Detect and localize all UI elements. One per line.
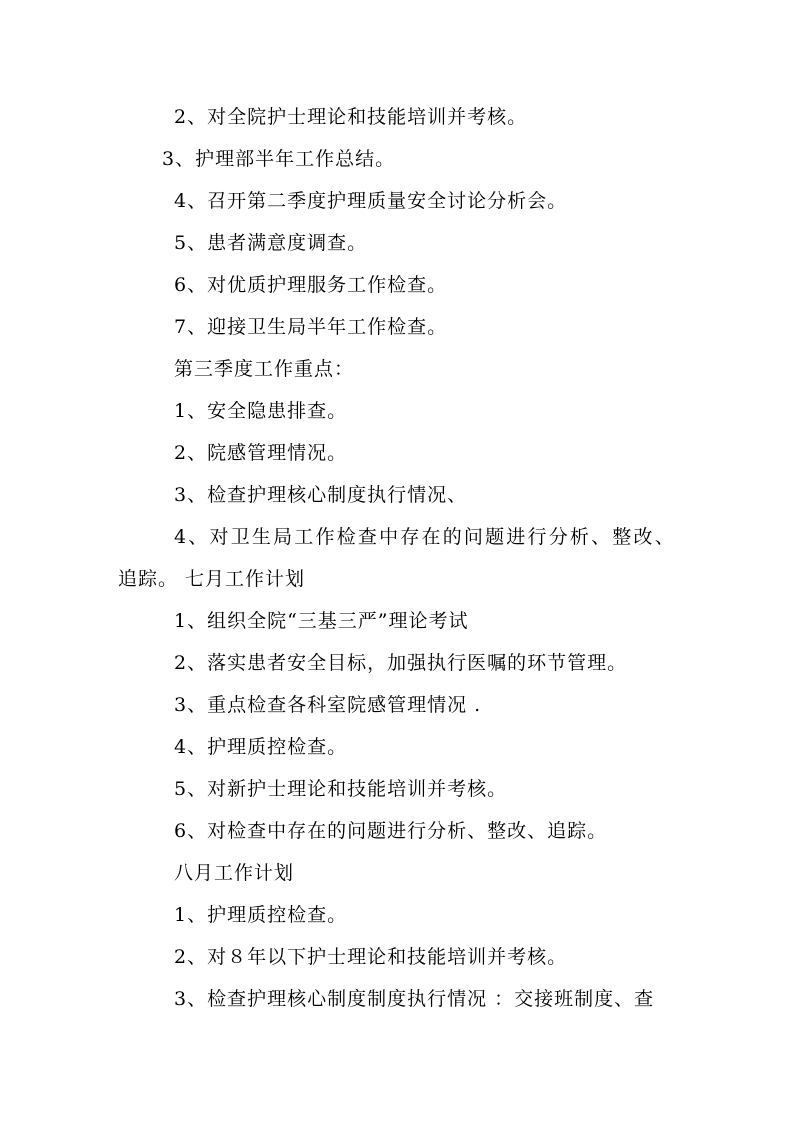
text-line: 7、迎接卫生局半年工作检查。 <box>174 316 448 338</box>
text-line: 2、对８年以下护士理论和技能培训并考核。 <box>174 946 568 968</box>
text-line: 4、护理质控检查。 <box>174 736 348 758</box>
text-line: 2、落实患者安全目标，加强执行医嘱的环节管理。 <box>174 652 628 674</box>
text-line: 3、检查护理核心制度制度执行情况 ：交接班制度、查 <box>174 988 655 1010</box>
text-line: 1、护理质控检查。 <box>174 904 348 926</box>
text-line: 3、重点检查各科室院感管理情况 . <box>174 694 482 716</box>
text-line: 6、对检查中存在的问题进行分析、整改、追踪。 <box>174 820 608 842</box>
section-heading: 第三季度工作重点： <box>174 358 355 380</box>
text-line: 1、安全隐患排查。 <box>174 400 348 422</box>
text-line: 1、组织全院“三基三严”理论考试 <box>174 610 469 632</box>
text-line: 4、对卫生局工作检查中存在的问题进行分析、整改、 <box>174 526 676 548</box>
text-line: 6、对优质护理服务工作检查。 <box>174 274 448 296</box>
text-line: 2、院感管理情况。 <box>174 442 348 464</box>
text-line: 3、检查护理核心制度执行情况、 <box>174 484 468 506</box>
section-heading: 八月工作计划 <box>174 862 295 884</box>
text-line: 4、召开第二季度护理质量安全讨论分析会。 <box>174 190 568 212</box>
text-line: 2、对全院护士理论和技能培训并考核。 <box>174 106 528 128</box>
text-line: 5、患者满意度调查。 <box>174 232 368 254</box>
text-line: 追踪。 七月工作计划 <box>118 568 306 590</box>
text-line: 5、对新护士理论和技能培训并考核。 <box>174 778 508 800</box>
text-line: 3、护理部半年工作总结。 <box>162 148 396 170</box>
